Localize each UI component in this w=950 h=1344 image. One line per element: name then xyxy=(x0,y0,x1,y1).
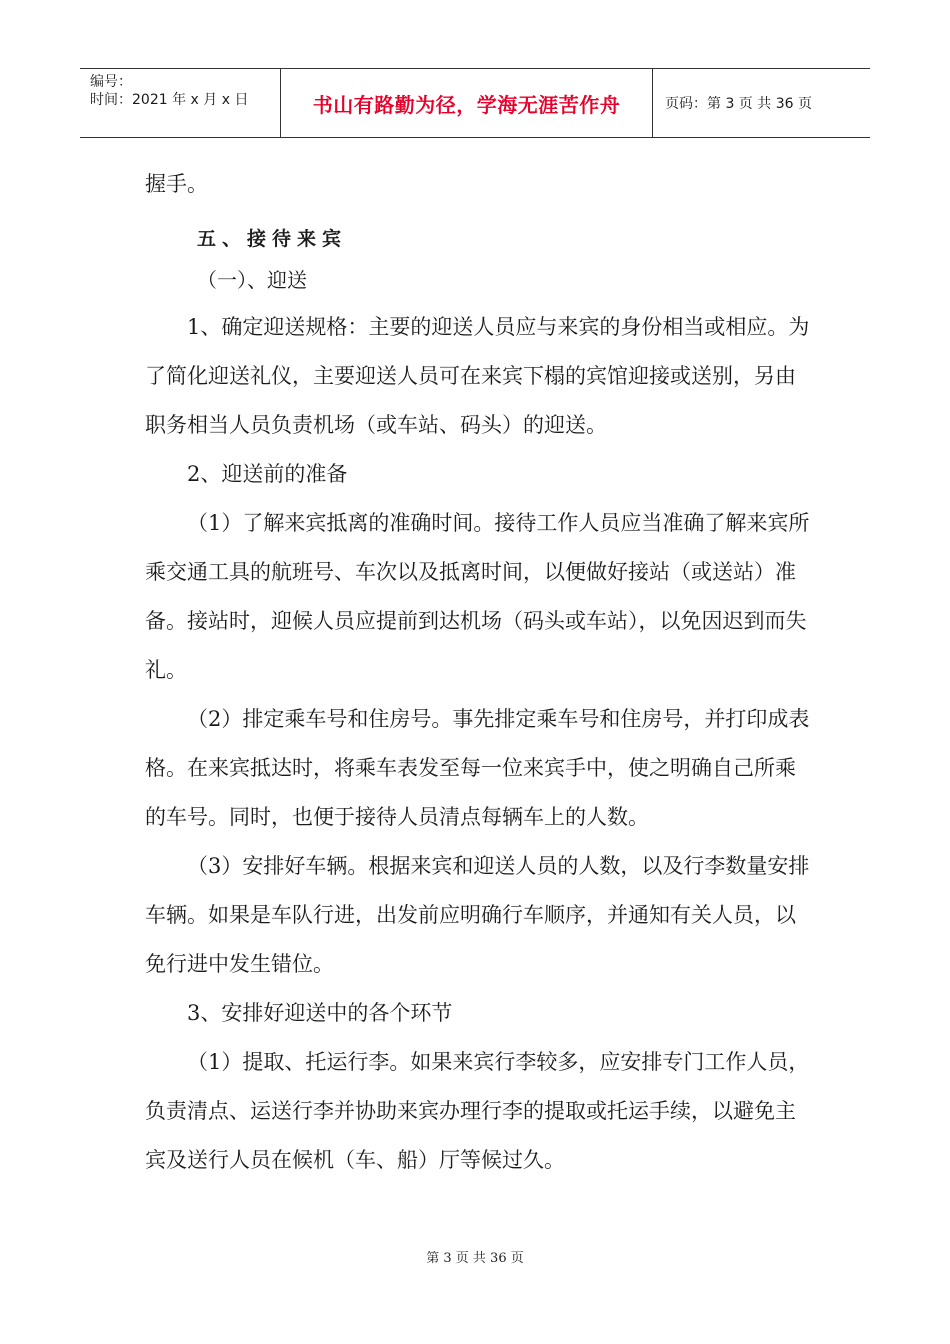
paragraph-preparation-heading: 2、迎送前的准备 xyxy=(187,462,348,486)
doc-time-label: 时间：2021 年 x 月 x 日 xyxy=(90,92,249,108)
paragraph-arrival-time: （1）了解来宾抵离的准确时间。接待工作人员应当准确了解来宾所乘交通工具的航班号、车次以及抵离时间，以便做好接站（或送站）准备。接站时，迎候人员应提前到达机场（码头或车站），以免因迟到而失礼。 xyxy=(145,511,810,682)
section-title: 五、接待来宾 xyxy=(197,228,348,250)
paragraph-steps-heading: 3、安排好迎送中的各个环节 xyxy=(187,1001,453,1025)
subsection-title: （一）、迎送 xyxy=(197,268,307,292)
paragraph-reception-standard: 1、确定迎送规格：主要的迎送人员应与来宾的身份相当或相应。为了简化迎送礼仪，主要迎送人员可在来宾下榻的宾馆迎接或送别，另由职务相当人员负责机场（或车站、码头）的迎送。 xyxy=(145,315,810,437)
paragraph-vehicles: （3）安排好车辆。根据来宾和迎送人员的人数，以及行李数量安排车辆。如果是车队行进，出发前应明确行车顺序，并通知有关人员，以免行进中发生错位。 xyxy=(145,854,810,976)
header-meta xyxy=(80,69,281,137)
document-body xyxy=(145,160,815,1185)
page-footer: 第 3 页 共 36 页 xyxy=(426,1251,524,1266)
doc-number-label: 编号： xyxy=(90,74,132,90)
page-header xyxy=(80,68,870,138)
paragraph-luggage: （1）提取、托运行李。如果来宾行李较多，应安排专门工作人员，负责清点、运送行李并协助来宾办理行李的提取或托运手续，以避免主宾及送行人员在候机（车、船）厅等候过久。 xyxy=(145,1050,810,1172)
paragraph-handshake: 握手。 xyxy=(145,172,208,196)
header-motto: 书山有路勤为径，学海无涯苦作舟 xyxy=(281,69,653,137)
header-page-info: 页码：第 3 页 共 36 页 xyxy=(665,96,812,112)
paragraph-car-room-numbers: （2）排定乘车号和住房号。事先排定乘车号和住房号，并打印成表格。在来宾抵达时，将乘车表发至每一位来宾手中，使之明确自己所乘的车号。同时，也便于接待人员清点每辆车上的人数。 xyxy=(145,707,810,829)
